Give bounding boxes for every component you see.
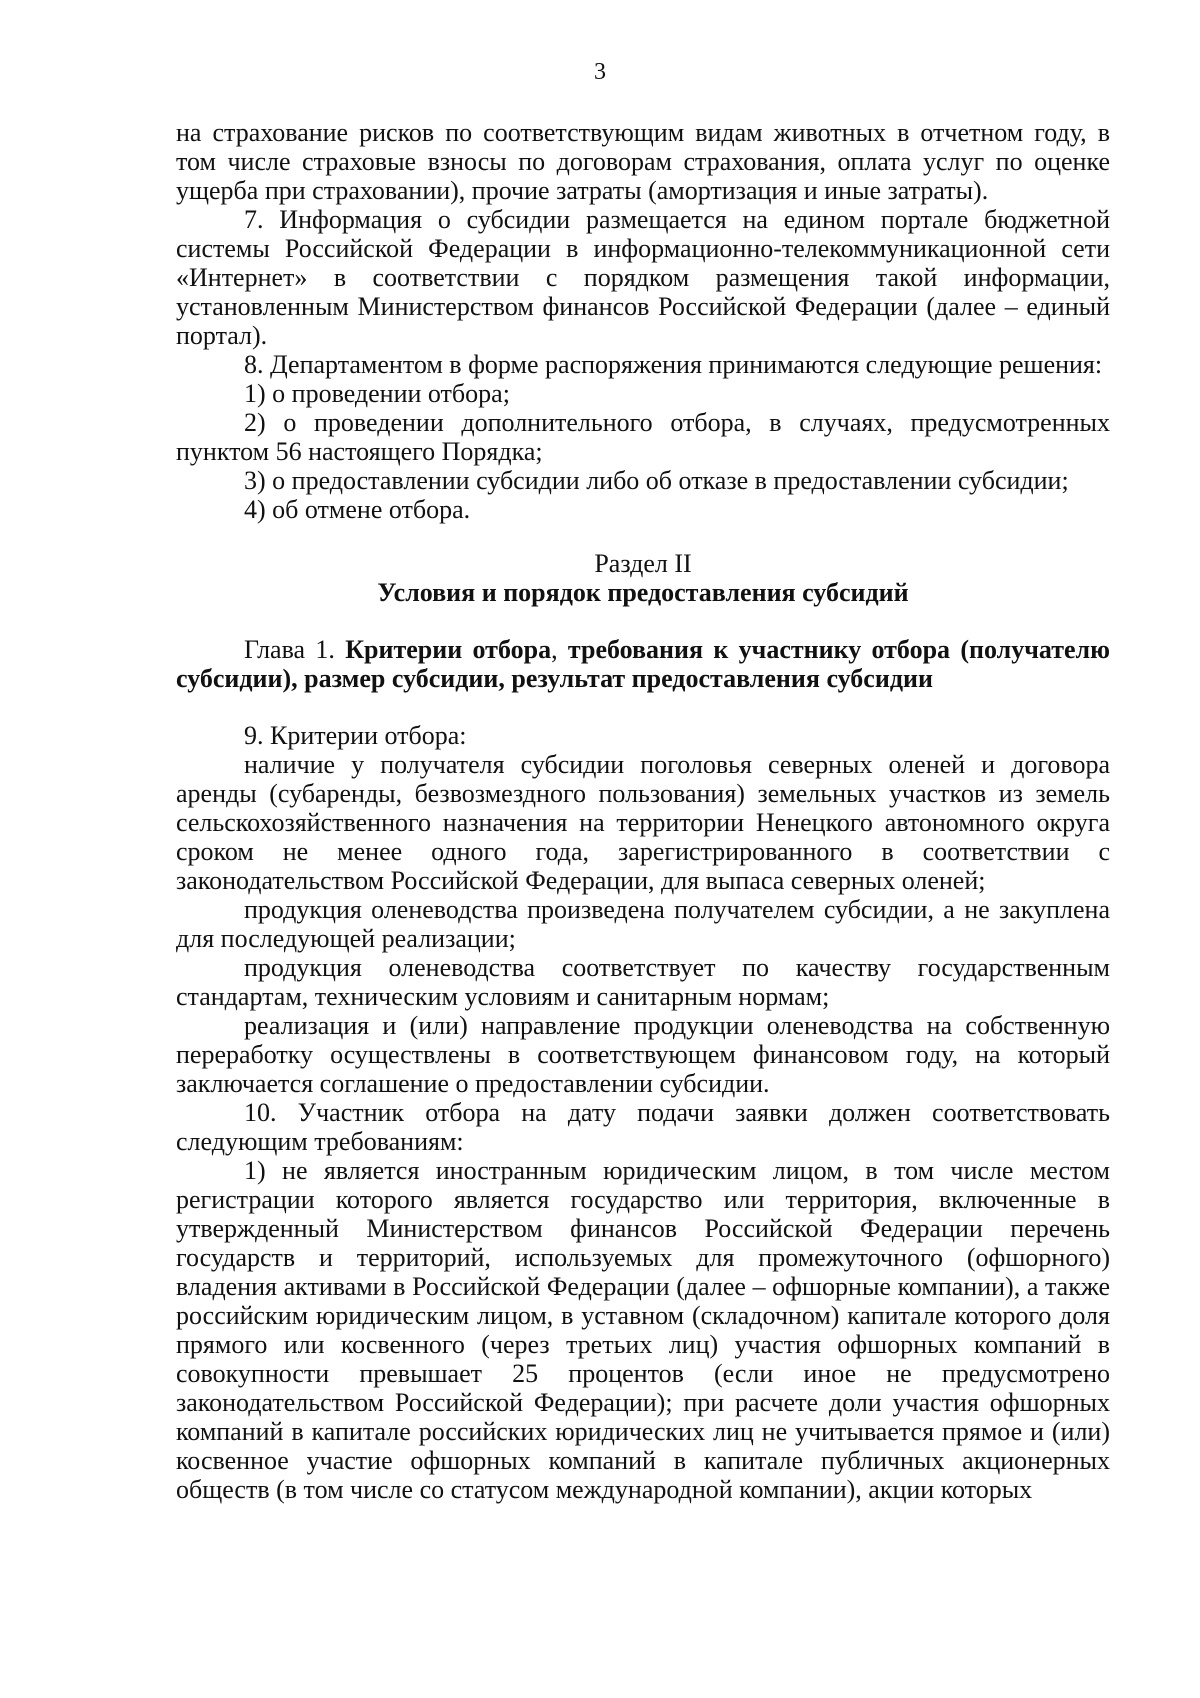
- criterion-2: продукция оленеводства произведена получателем субсидии, а не закуплена для последующей реализации;: [176, 895, 1110, 953]
- list-item-1: 1) о проведении отбора;: [244, 379, 510, 408]
- document-body: [176, 118, 1110, 1504]
- list-item-3: 3) о предоставлении субсидии либо об отказе в предоставлении субсидии;: [244, 466, 1069, 495]
- section-title: Условия и порядок предоставления субсидий: [377, 578, 909, 607]
- page-number: 3: [594, 59, 606, 85]
- chapter-prefix: Глава 1.: [244, 635, 346, 664]
- chapter-title-part1: Критерии отбора: [345, 635, 552, 664]
- paragraph-item-8: 8. Департаментом в форме распоряжения принимаются следующие решения:: [244, 350, 1103, 379]
- chapter-separator: ,: [551, 635, 568, 664]
- list-item-2: 2) о проведении дополнительного отбора, в случаях, предусмотренных пунктом 56 настоящего Порядка;: [176, 408, 1110, 466]
- criterion-1: наличие у получателя субсидии поголовья северных оленей и договора аренды (субаренды, безвозмездного пользования) земельных участков из земель сельскохозяйственного назначения на территории Ненецкого автономного округа сроком не менее одного года, зарегистрированного в соответствии с законодательством Российской Федерации, для выпаса северных оленей;: [176, 750, 1110, 895]
- section-label: Раздел II: [594, 549, 692, 578]
- requirement-1: 1) не является иностранным юридическим лицом, в том числе местом регистрации которого является государство или территория, включенные в утвержденный Министерством финансов Российской Федерации перечень государств и территорий, используемых для промежуточного (офшорного) владения активами в Российской Федерации (далее – офшорные компании), а также российским юридическим лицом, в уставном (складочном) капитале которого доля прямого или косвенного (через третьих лиц) участия офшорных компаний в совокупности превышает 25 процентов (если иное не предусмотрено законодательством Российской Федерации); при расчете доли участия офшорных компаний в капитале российских юридических лиц не учитывается прямое и (или) косвенное участие офшорных компаний в капитале публичных акционерных обществ (в том числе со статусом международной компании), акции которых: [176, 1156, 1110, 1504]
- section-heading: [176, 549, 1110, 607]
- chapter-heading: [176, 635, 1110, 693]
- paragraph-item-9: 9. Критерии отбора:: [244, 721, 467, 750]
- paragraph-item-10: 10. Участник отбора на дату подачи заявки должен соответствовать следующим требованиям:: [176, 1098, 1110, 1156]
- chapter-title-part2: требования к участнику отбора (получателю субсидии), размер субсидии, результат предоставления субсидии: [176, 635, 1110, 693]
- list-item-4: 4) об отмене отбора.: [244, 495, 471, 524]
- criterion-4: реализация и (или) направление продукции оленеводства на собственную переработку осуществлены в соответствующем финансовом году, на который заключается соглашение о предоставлении субсидии.: [176, 1011, 1110, 1098]
- criterion-3: продукция оленеводства соответствует по качеству государственным стандартам, техническим условиям и санитарным нормам;: [176, 953, 1110, 1011]
- paragraph-item-7: 7. Информация о субсидии размещается на едином портале бюджетной системы Российской Федерации в информационно-телекоммуникационной сети «Интернет» в соответствии с порядком размещения такой информации, установленным Министерством финансов Российской Федерации (далее – единый портал).: [176, 205, 1110, 350]
- paragraph-continuation: на страхование рисков по соответствующим видам животных в отчетном году, в том числе страховые взносы по договорам страхования, оплата услуг по оценке ущерба при страховании), прочие затраты (амортизация и иные затраты).: [176, 118, 1110, 205]
